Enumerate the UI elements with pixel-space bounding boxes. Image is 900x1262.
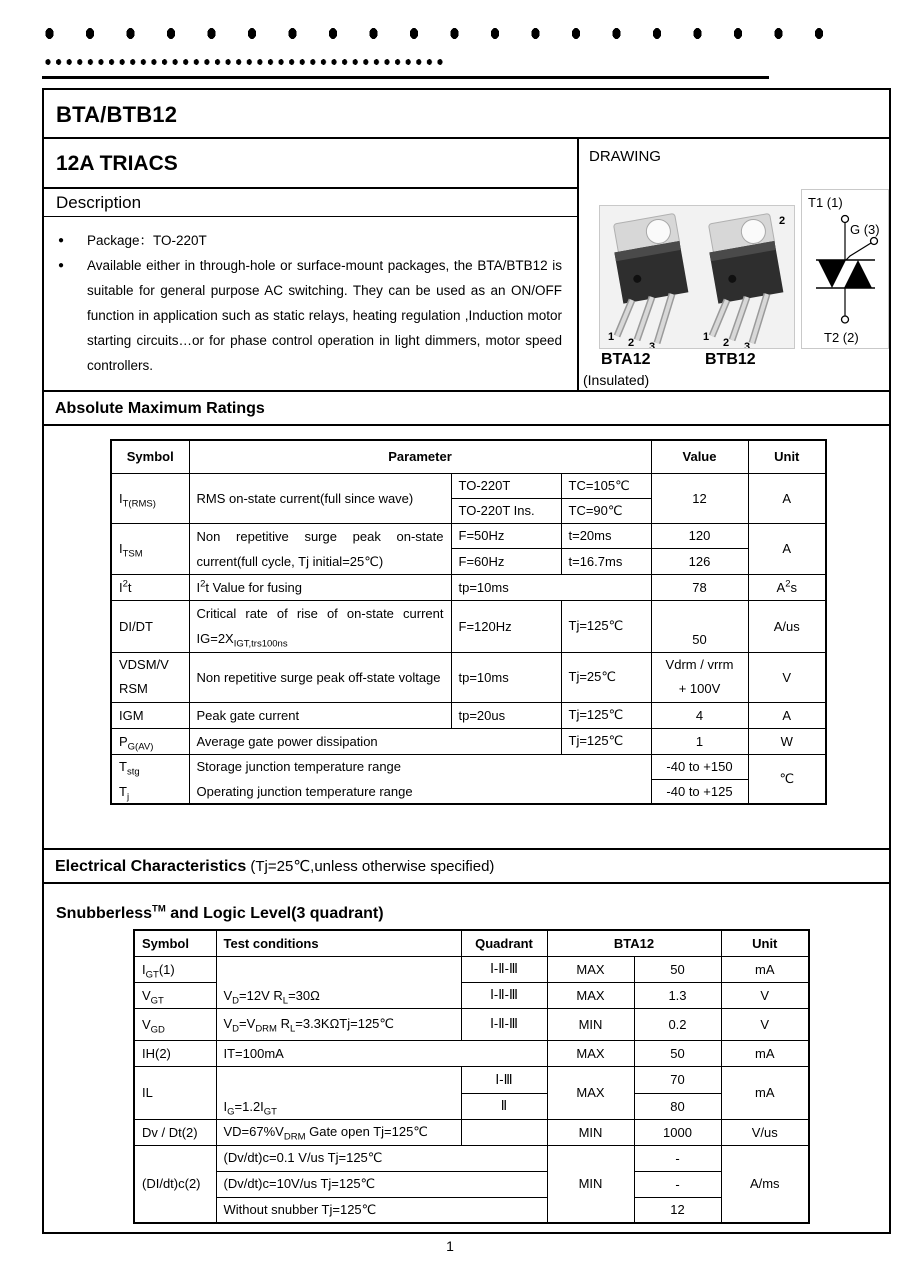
abs-max-section [44,439,889,850]
vgt-value: 1.3 [634,982,721,1008]
ih-symbol: IH(2) [134,1040,216,1066]
igm-value: 4 [651,702,748,728]
header-test-conditions: Test conditions [216,930,461,956]
didtc-cond2: (Dv/dt)c=10V/us Tj=125℃ [216,1171,547,1197]
igm-unit: A [748,702,826,728]
itsm-value2: 126 [651,549,748,575]
tab-pin2-label: 2 [779,215,786,227]
snubberless-subheading: Snubberless™ and Logic Level(3 quadrant) [56,903,384,922]
row-pgav [111,728,826,754]
i2t-value: 78 [651,574,748,600]
vdsm-unit: V [748,652,826,702]
didt-symbol: DI/DT [111,600,189,652]
electrical-title: Electrical Characteristics [55,858,247,875]
igm-cond1: tp=20us [451,702,561,728]
row-il [134,1066,809,1093]
tj-symbol: $T_j$ [111,779,189,804]
vgd-quadrant: Ⅰ-Ⅱ-Ⅲ [461,1008,547,1040]
header-unit: Unit [721,930,809,956]
igt-quadrant: Ⅰ-Ⅱ-Ⅲ [461,956,547,982]
vgd-symbol: $V_{GD}$ [134,1008,216,1040]
header-unit: Unit [748,440,826,473]
vdsm-cond1: tp=10ms [451,652,561,702]
didt-unit: A/us [748,600,826,652]
pin1-label: 1 [703,331,710,343]
didtc-cond3: Without snubber Tj=125℃ [216,1197,547,1223]
tstg-value: -40 to +150 [651,754,748,779]
il-quadrant1: Ⅰ-Ⅲ [461,1066,547,1093]
il-unit: mA [721,1066,809,1119]
igt-value: 50 [634,956,721,982]
dvdt-conditions: $VD=67\%V_{DRM}$ Gate open Tj=125℃ [216,1119,461,1145]
insulated-note: (Insulated) [583,372,650,388]
i2t-unit: $A^2s$ [748,574,826,600]
didtc-cond1: (Dv/dt)c=0.1 V/us Tj=125℃ [216,1145,547,1171]
row-didtc-2 [134,1171,809,1197]
igt-unit: mA [721,956,809,982]
didtc-unit: A/ms [721,1145,809,1223]
pin2-label: 2 [723,337,730,348]
bullet-icon: ● [58,235,65,246]
pgav-cond2: Tj=125℃ [561,728,651,754]
bullet-package-text: Package：TO-220T [87,233,207,248]
electrical-characteristics-table [133,929,810,1224]
triac-schematic-symbol [802,190,888,348]
ih-limit: MAX [547,1040,634,1066]
pin1-label: 1 [608,331,615,343]
tstg-parameter: Storage junction temperature range [189,754,651,779]
ih-value: 50 [634,1040,721,1066]
row-vgd [134,1008,809,1040]
il-value2: 80 [634,1093,721,1119]
drawing-section [579,139,889,390]
header-symbol: Symbol [111,440,189,473]
triac-symbol-box [801,189,889,349]
vgd-conditions: $V_D=V_{DRM}$ $R_L=3.3K\Omega Tj=125℃$ [216,1008,461,1040]
i2t-parameter: $I^2t$ Value for fusing [189,574,451,600]
itrms-unit: A [748,473,826,523]
tj-value: -40 to +125 [651,779,748,804]
pgav-parameter: Average gate power dissipation [189,728,561,754]
pin3-label: 3 [649,341,656,348]
itsm-parameter: Non repetitive surge peak on-state current(full cycle, Tj initial=25℃) [189,523,451,574]
vgd-limit: MIN [547,1008,634,1040]
igt-limit: MAX [547,956,634,982]
didt-cond2: Tj=125℃ [561,600,651,652]
igm-parameter: Peak gate current [189,702,451,728]
dvdt-value: 1000 [634,1119,721,1145]
il-conditions: $I_G=1.2I_{GT}$ [216,1066,461,1119]
vdsm-value: Vdrm / vrrm + 100V [651,652,748,702]
vgt-symbol: $V_{GT}$ [134,982,216,1008]
dvdt-unit: V/us [721,1119,809,1145]
top-horizontal-rule [42,76,769,79]
vdsm-cond2: Tj=25℃ [561,652,651,702]
header-value: Value [651,440,748,473]
pin3-label: 3 [744,341,751,348]
itsm-cond2a: F=60Hz [451,549,561,575]
pgav-symbol: $P_{G(AV)}$ [111,728,189,754]
il-value1: 70 [634,1066,721,1093]
il-quadrant2: Ⅱ [461,1093,547,1119]
description-heading: Description [44,189,577,217]
il-symbol: IL [134,1066,216,1119]
row-ih [134,1040,809,1066]
bta12-label: BTA12 [601,351,651,368]
pgav-unit: W [748,728,826,754]
row-tj [111,779,826,804]
gate-label: G (3) [850,222,880,237]
electrical-section-heading [44,850,889,884]
to220-packages-image [600,206,794,348]
btb12-label: BTB12 [705,351,756,368]
itsm-symbol: $I_{TSM}$ [111,523,189,574]
header-parameter: Parameter [189,440,651,473]
row-i2t [111,574,826,600]
ih-conditions: IT=100mA [216,1040,547,1066]
decorative-large-dots-row [45,27,824,40]
row-igt [134,956,809,982]
electrical-title-condition: (Tj=25℃,unless otherwise specified) [246,858,495,875]
itsm-cond2b: t=16.7ms [561,549,651,575]
itrms-cond1b: TC=105℃ [561,473,651,498]
didt-cond1: F=120Hz [451,600,561,652]
bullet-availability [58,253,562,378]
i2t-symbol: $I^2t$ [111,574,189,600]
row-didtc [134,1145,809,1171]
document-frame [42,88,891,1234]
dvdt-quadrant-empty [461,1119,547,1145]
itsm-unit: A [748,523,826,574]
tj-parameter: Operating junction temperature range [189,779,651,804]
i2t-cond: tp=10ms [451,574,651,600]
didtc-symbol: (DI/dt)c(2) [134,1145,216,1223]
row-itrms [111,473,826,498]
bullet-package [58,228,562,253]
itsm-cond1a: F=50Hz [451,523,561,549]
pin2-label: 2 [628,337,635,348]
product-heading: 12A TRIACS [44,139,577,189]
itsm-value1: 120 [651,523,748,549]
igm-cond2: Tj=125℃ [561,702,651,728]
didtc-value2: - [634,1171,721,1197]
igm-symbol: IGM [111,702,189,728]
row-tstg [111,754,826,779]
header-quadrant: Quadrant [461,930,547,956]
description-bullets [44,217,577,378]
didtc-value1: - [634,1145,721,1171]
electrical-section [44,884,889,1237]
abs-max-title: Absolute Maximum Ratings [55,400,265,417]
decorative-small-dots-row [45,58,444,66]
tstg-symbol: $T_{stg}$ [111,754,189,779]
page-number: 1 [446,1238,454,1254]
itrms-parameter: RMS on-state current(full since wave) [189,473,451,523]
temp-unit: ℃ [748,754,826,804]
row-vdsm [111,652,826,702]
row-igm [111,702,826,728]
itsm-cond1b: t=20ms [561,523,651,549]
igt-vgt-conditions: $V_D=12V$ $R_L=30\Omega$ [216,956,461,1008]
itrms-cond2b: TC=90℃ [561,498,651,523]
vdsm-symbol: VDSM/V RSM [111,652,189,702]
didtc-value3: 12 [634,1197,721,1223]
itrms-cond1a: TO-220T [451,473,561,498]
row-didtc-3 [134,1197,809,1223]
dvdt-symbol: Dv / Dt(2) [134,1119,216,1145]
didt-value: 50 [651,600,748,652]
didt-parameter: Critical rate of rise of on-state current $IG=2X_{IGT,trs100ns}$ [189,600,451,652]
terminal-label-t2: T2 (2) [824,330,859,345]
itrms-symbol: $I_{T(RMS)}$ [111,473,189,523]
vgt-quadrant: Ⅰ-Ⅱ-Ⅲ [461,982,547,1008]
header-device: BTA12 [547,930,721,956]
pgav-value: 1 [651,728,748,754]
itrms-cond2a: TO-220T Ins. [451,498,561,523]
header-symbol: Symbol [134,930,216,956]
bullet-icon: ● [58,260,65,272]
row-dvdt [134,1119,809,1145]
il-limit: MAX [547,1066,634,1119]
vgd-value: 0.2 [634,1008,721,1040]
row-didt [111,600,826,652]
row-itsm [111,523,826,549]
didtc-limit: MIN [547,1145,634,1223]
abs-max-section-heading [44,392,889,426]
vdsm-parameter: Non repetitive surge peak off-state voltage [189,652,451,702]
itrms-value: 12 [651,473,748,523]
bullet-availability-text: Available either in through-hole or surface-mount packages, the BTA/BTB12 is suitable for general purpose AC switching. They can be used as an ON/OFF function in application such as static relays, heating regulation ,Induction motor starting circuits…or for phase control operation in light dimmers, motor speed controllers. [87,258,562,374]
package-photo [599,205,795,349]
vgt-unit: V [721,982,809,1008]
intro-section [44,139,889,392]
dvdt-limit: MIN [547,1119,634,1145]
absolute-maximum-ratings-table [110,439,827,805]
intro-left-column [44,139,579,390]
terminal-label-t1: T1 (1) [808,195,843,210]
vgt-limit: MAX [547,982,634,1008]
igt-symbol: $I_{GT}(1)$ [134,956,216,982]
vgd-unit: V [721,1008,809,1040]
document-title: BTA/BTB12 [44,90,889,139]
ih-unit: mA [721,1040,809,1066]
drawing-heading: DRAWING [589,148,661,165]
